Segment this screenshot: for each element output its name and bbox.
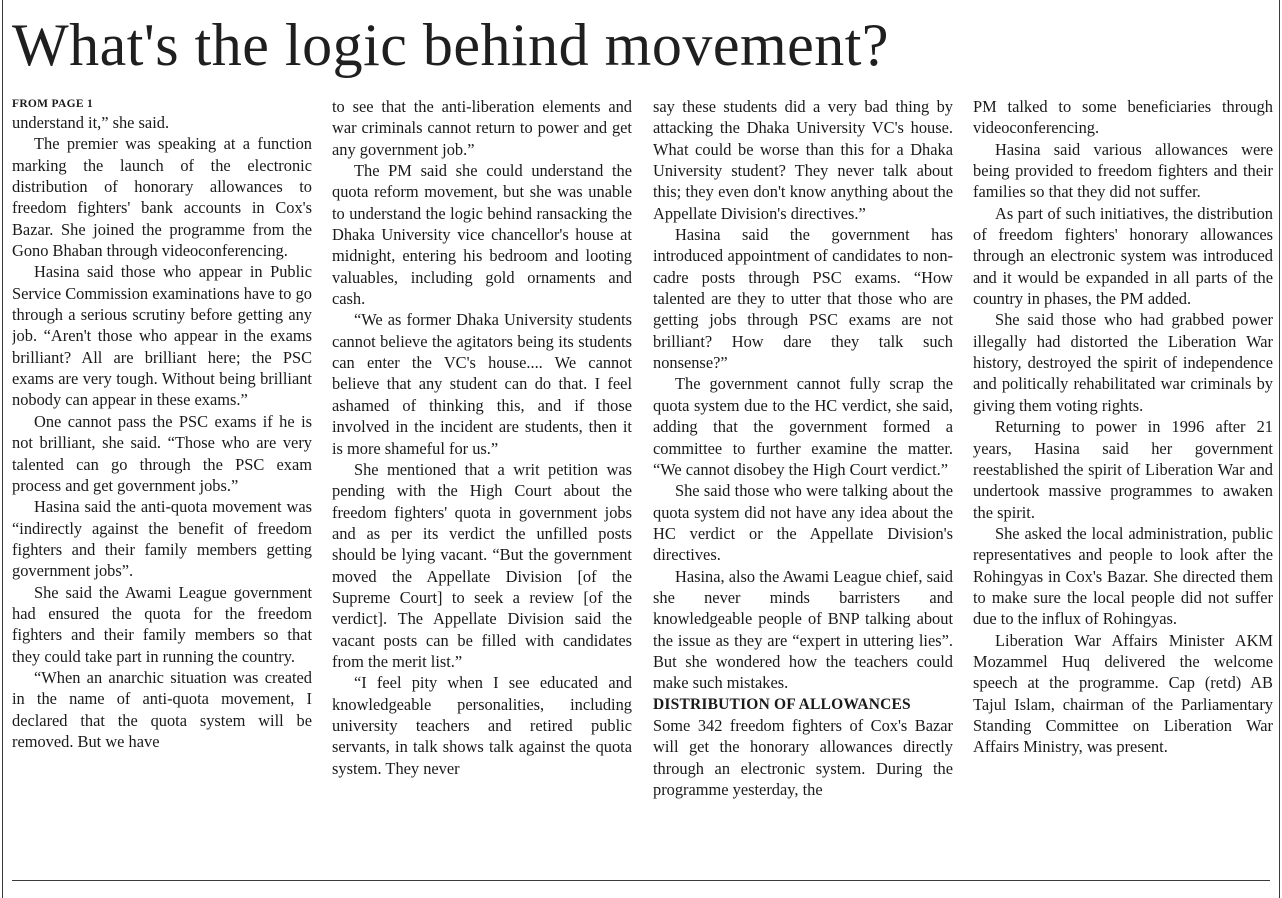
paragraph: say these students did a very bad thing by attacking the Dhaka University VC's house. What could be worse than this for a Dhaka University student? They never talk about this; they even don't know anything about the Appellate Division's directives.” [653, 97, 953, 223]
paragraph: to see that the anti-liberation elements and war criminals cannot return to power and get any government job.” [332, 97, 632, 159]
column-4 [973, 96, 1273, 866]
column-2 [332, 96, 632, 866]
paragraph: One cannot pass the PSC exams if he is not brilliant, she said. “Those who are very talented can go through the PSC exam process and get government jobs.” [12, 411, 312, 495]
paragraph: The PM said she could understand the quota reform movement, but she was unable to understand the logic behind ransacking the Dhaka University vice chancellor's house at midnight, entering his bedroom and looting valuables, including gold ornaments and cash. [332, 161, 632, 309]
paragraph: understand it,” she said. [12, 113, 170, 132]
paragraph: As part of such initiatives, the distribution of freedom fighters' honorary allowances through an electronic system was introduced and it would be expanded in all parts of the country in phases, the PM added. [973, 203, 1273, 309]
section-subhead: DISTRIBUTION OF ALLOWANCES [653, 695, 911, 713]
paragraph: She said the Awami League government had ensured the quota for the freedom fighters and their family members so that they could take part in running the country. [12, 582, 312, 666]
paragraph: The premier was speaking at a function marking the launch of the electronic distribution of honorary allowances to freedom fighters' bank accounts in Cox's Bazar. She joined the programme from the Gono Bhaban through videoconferencing. [12, 134, 312, 261]
paragraph: PM talked to some beneficiaries through videoconferencing. [973, 97, 1273, 138]
paragraph: Hasina, also the Awami League chief, said she never minds barristers and knowledgeable people of BNP talking about the issue as they are “expert in uttering lies”. But she wondered how the teachers could make such mistakes. [653, 566, 953, 693]
paragraph: Hasina said the government has introduced appointment of candidates to non-cadre posts through PSC exams. “How talented are they to utter that those who are getting jobs through PSC exams are not brilliant? How dare they talk such nonsense?” [653, 225, 953, 373]
paragraph: “We as former Dhaka University students cannot believe the agitators being its students can enter the VC's house.... We cannot believe that any student can do that. I feel ashamed of thinking this, and if those involved in the incident are students, then it is more shameful for us.” [332, 310, 632, 458]
column-3 [653, 96, 953, 866]
paragraph: She asked the local administration, public representatives and people to look after the Rohingyas in Cox's Bazar. She directed them to make sure the local people did not suffer due to the influx of Rohingyas. [973, 523, 1273, 629]
paragraph: Hasina said various allowances were being provided to freedom fighters and their families so that they did not suffer. [973, 139, 1273, 202]
bottom-rule [12, 880, 1270, 881]
article-body [12, 96, 1274, 866]
column-1 [12, 96, 312, 866]
paragraph: Hasina said those who appear in Public Service Commission examinations have to go through a serious scrutiny before getting any job. “Aren't those who appear in the exams brilliant? All are brilliant here; the PSC exams are very tough. Without being brilliant nobody can appear in these exams.” [12, 262, 312, 410]
paragraph: “When an anarchic situation was created in the name of anti-quota movement, I declared that the quota system will be removed. But we have [12, 667, 312, 751]
paragraph: “I feel pity when I see educated and knowledgeable personalities, including university teachers and retired public servants, in talk shows talk against the quota system. They never [332, 673, 632, 778]
paragraph: Hasina said the anti-quota movement was “indirectly against the benefit of freedom fighters and their family members getting government jobs”. [12, 497, 312, 581]
paragraph: The government cannot fully scrap the quota system due to the HC verdict, she said, adding that the government formed a committee to further examine the matter. “We cannot disobey the High Court verdict.” [653, 374, 953, 479]
paragraph: Returning to power in 1996 after 21 years, Hasina said her government reestablished the spirit of Liberation War and undertook massive programmes to awaken the spirit. [973, 417, 1273, 522]
frame-right-rule [1279, 0, 1280, 898]
headline: What's the logic behind movement? [12, 12, 890, 78]
frame-left-rule [2, 0, 3, 898]
kicker: FROM PAGE 1 [12, 98, 94, 110]
paragraph: She mentioned that a writ petition was pending with the High Court about the freedom fighters' quota in government jobs and as per its verdict the unfilled posts should be lying vacant. “But the government moved the Appellate Division [of the Supreme Court] to seek a review [of the verdict]. The Appellate Division said the vacant posts can be filled with candidates from the merit list.” [332, 459, 632, 671]
paragraph: She said those who were talking about the quota system did not have any idea about the HC verdict or the Appellate Division's directives. [653, 481, 953, 565]
paragraph: Some 342 freedom fighters of Cox's Bazar will get the honorary allowances directly through an electronic system. During the programme yesterday, the [653, 715, 953, 799]
paragraph: She said those who had grabbed power illegally had distorted the Liberation War history, destroyed the spirit of independence and politically rehabilitated war criminals by giving them voting rights. [973, 310, 1273, 415]
paragraph: Liberation War Affairs Minister AKM Mozammel Huq delivered the welcome speech at the programme. Cap (retd) AB Tajul Islam, chairman of the Parliamentary Standing Committee on Liberation War Affairs Ministry, was present. [973, 630, 1273, 757]
